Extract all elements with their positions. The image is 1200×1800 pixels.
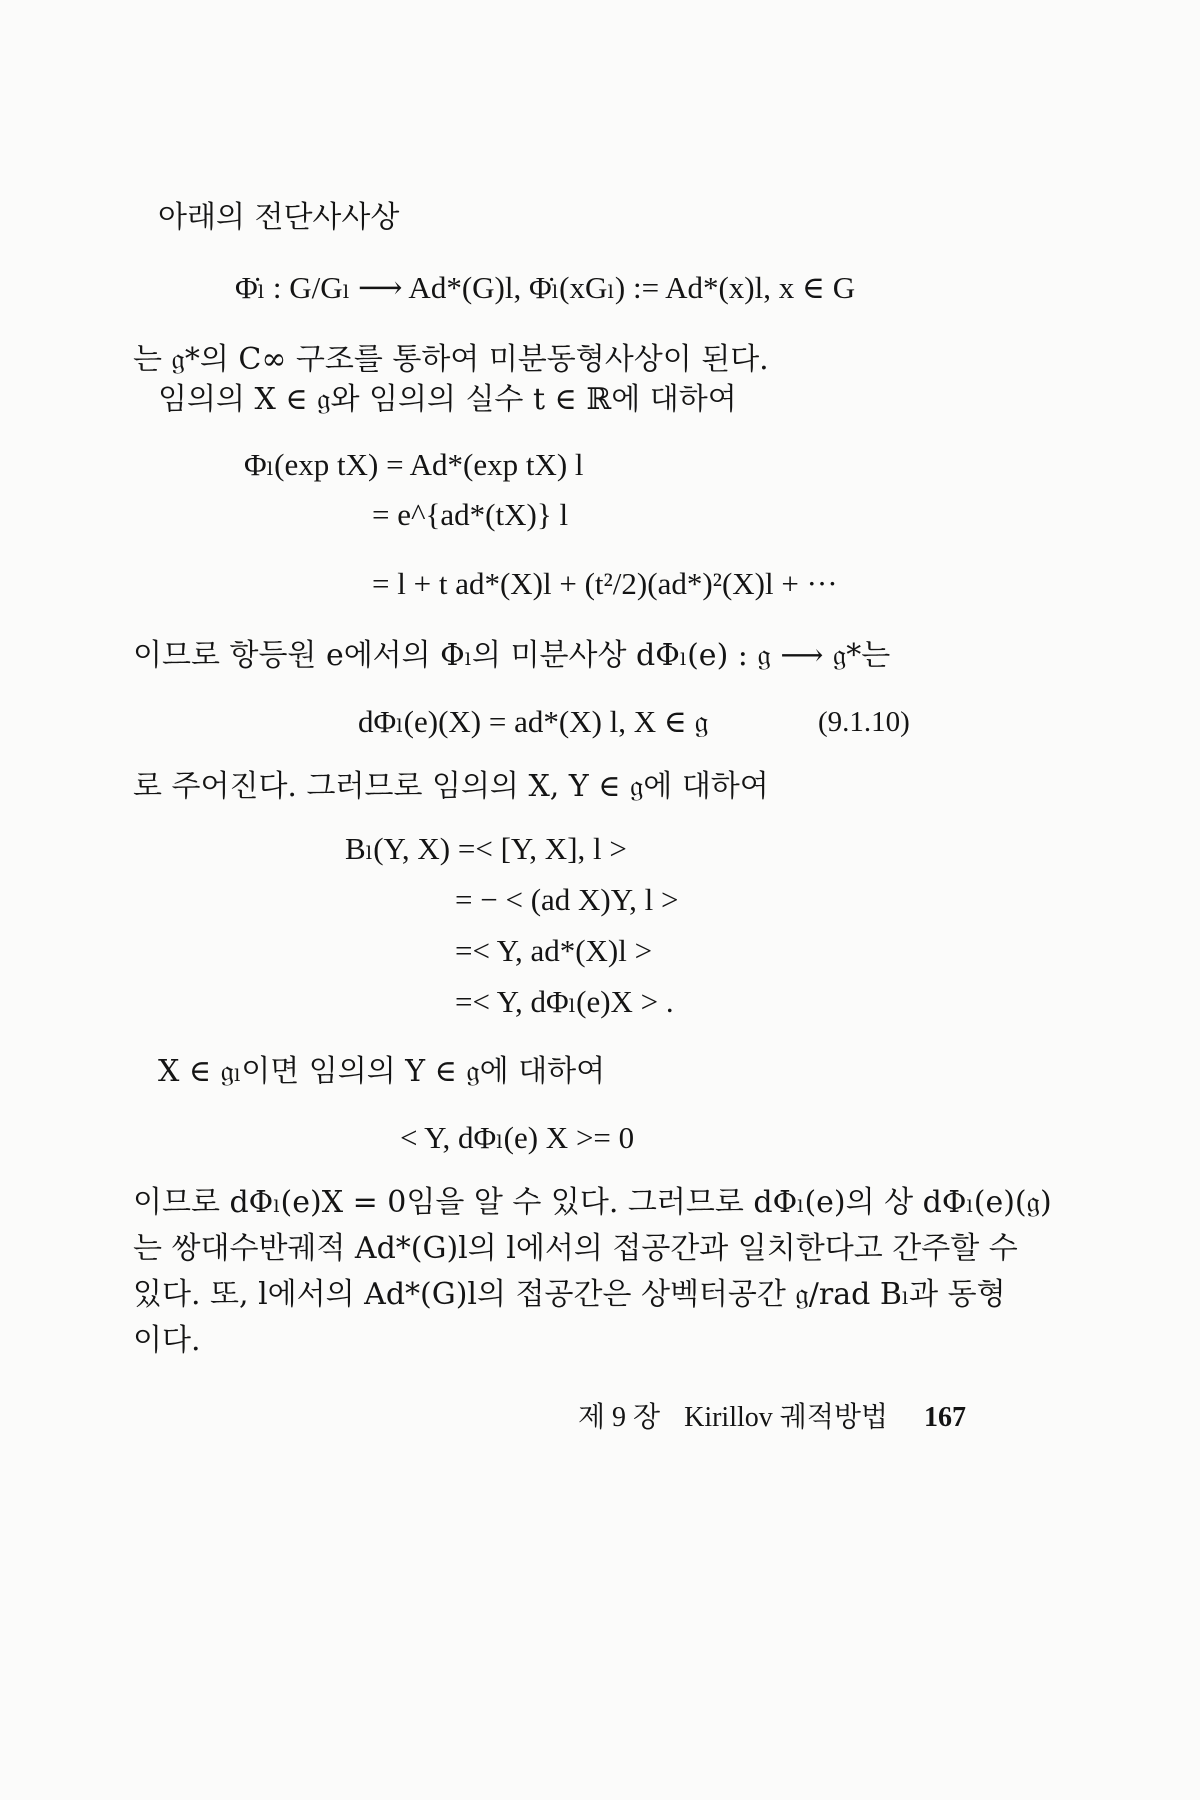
equation-exp-line2: = e^{ad*(tX)} l: [372, 497, 569, 532]
equation-bilinear-line3: =< Y, ad*(X)l >: [455, 933, 653, 968]
paragraph-conclusion-line4: 이다.: [133, 1323, 201, 1358]
paragraph-diffeomorphism: 는 𝔤*의 C∞ 구조를 통하여 미분동형사상이 된다.: [133, 342, 769, 377]
footer-chapter-title: Kirillov 궤적방법: [684, 1402, 888, 1433]
equation-bilinear-line1: Bₗ(Y, X) =< [Y, X], l >: [345, 831, 627, 866]
equation-bilinear-line4: =< Y, dΦₗ(e)X > .: [455, 984, 674, 1019]
paragraph-differential-map: 이므로 항등원 e에서의 Φₗ의 미분사상 dΦₗ(e) : 𝔤 ⟶ 𝔤*는: [133, 638, 891, 673]
running-footer: [578, 1398, 966, 1438]
equation-differential: dΦₗ(e)(X) = ad*(X) l, X ∈ 𝔤: [358, 704, 709, 739]
paragraph-for-any-x: 임의의 X ∈ 𝔤와 임의의 실수 t ∈ ℝ에 대하여: [158, 382, 737, 417]
page-number: 167: [923, 1402, 966, 1433]
equation-bijection: Φ̇ₗ : G/Gₗ ⟶ Ad*(G)l, Φ̇ₗ(xGₗ) := Ad*(x)l, x ∈ G: [235, 270, 856, 305]
paragraph-conclusion-line2: 는 쌍대수반궤적 Ad*(G)l의 l에서의 접공간과 일치한다고 간주할 수: [133, 1231, 1018, 1266]
equation-bilinear-line2: = − < (ad X)Y, l >: [455, 882, 679, 917]
paragraph-conclusion-line1: 이므로 dΦₗ(e)X = 0임을 알 수 있다. 그러므로 dΦₗ(e)의 상 dΦₗ(e)(𝔤): [133, 1185, 1052, 1220]
footer-chapter: 제 9 장: [578, 1402, 661, 1433]
equation-number: (9.1.10): [818, 706, 910, 738]
paragraph-if-x-in-gl: X ∈ 𝔤ₗ이면 임의의 Y ∈ 𝔤에 대하여: [158, 1054, 606, 1089]
equation-pairing-zero: < Y, dΦₗ(e) X >= 0: [400, 1120, 635, 1155]
equation-exp-line3: = l + t ad*(X)l + (t²/2)(ad*)²(X)l + ···: [372, 566, 838, 601]
paragraph-given-by: 로 주어진다. 그러므로 임의의 X, Y ∈ 𝔤에 대하여: [133, 769, 769, 804]
equation-exp-line1: Φₗ(exp tX) = Ad*(exp tX) l: [244, 447, 584, 482]
paragraph-conclusion-line3: 있다. 또, l에서의 Ad*(G)l의 접공간은 상벡터공간 𝔤/rad Bₗ과 동형: [133, 1277, 1006, 1312]
paragraph-intro: 아래의 전단사사상: [158, 200, 400, 235]
